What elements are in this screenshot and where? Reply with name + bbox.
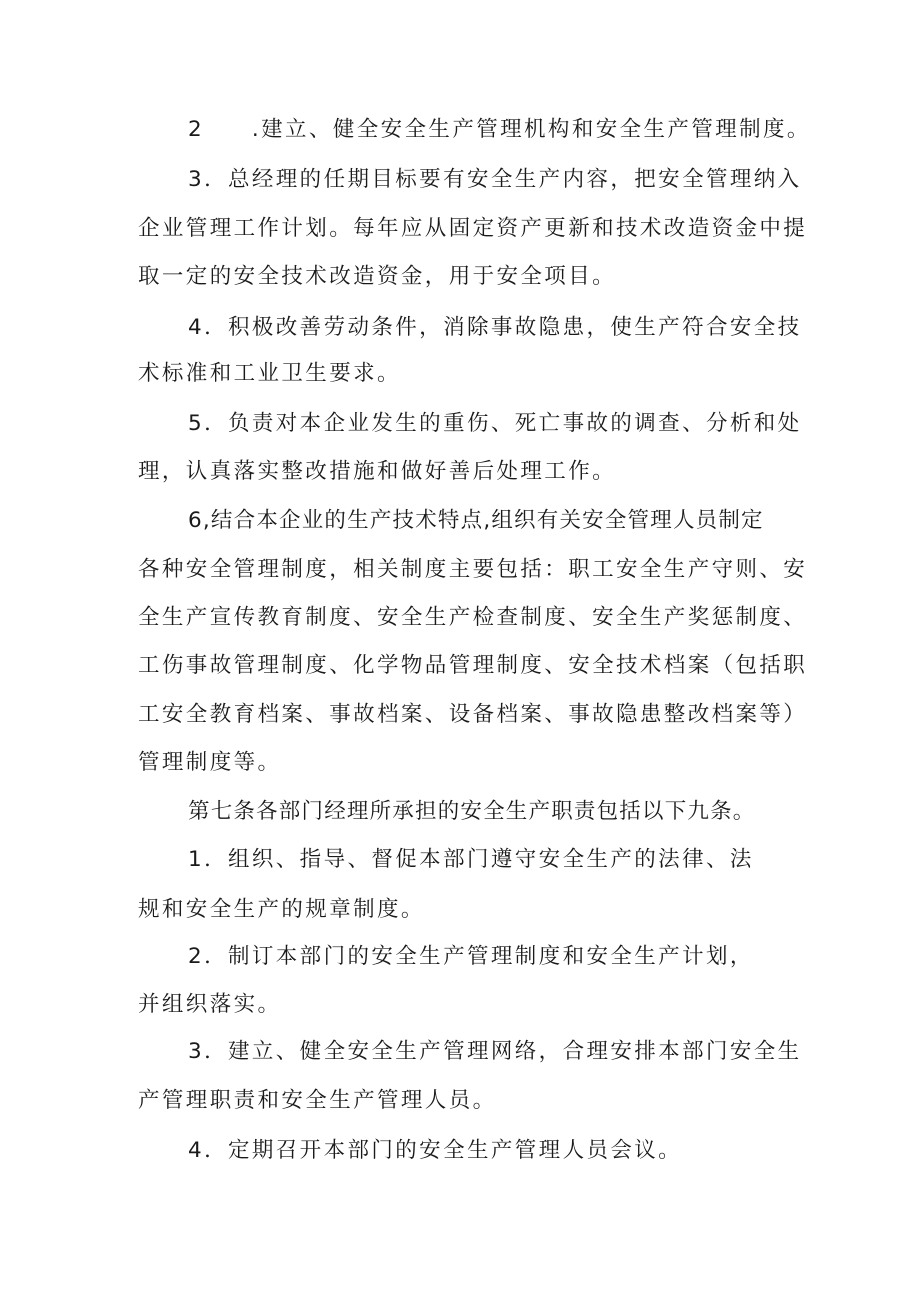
paragraph-line: 4．定期召开本部门的安全生产管理人员会议。 <box>188 1138 683 1163</box>
paragraph-line: 2．制订本部门的安全生产管理制度和安全生产计划， <box>188 944 754 969</box>
paragraph-line: 管理制度等。 <box>138 750 282 775</box>
paragraph-line: 取一定的安全技术改造资金，用于安全项目。 <box>138 264 617 289</box>
paragraph-line: 2 .建立、健全安全生产管理机构和安全生产管理制度。 <box>188 117 811 142</box>
paragraph-line: 5．负责对本企业发生的重伤、死亡事故的调查、分析和处 <box>188 411 802 436</box>
paragraph-line: 全生产宣传教育制度、安全生产检查制度、安全生产奖惩制度、 <box>138 605 808 630</box>
paragraph-line: 产管理职责和安全生产管理人员。 <box>138 1088 497 1113</box>
paragraph-line: 工伤事故管理制度、化学物品管理制度、安全技术档案（包括职 <box>138 653 808 678</box>
paragraph-line: 3．建立、健全安全生产管理网络，合理安排本部门安全生 <box>188 1039 802 1064</box>
paragraph-line: 4．积极改善劳动条件，消除事故隐患，使生产符合安全技 <box>188 315 802 340</box>
paragraph-line: 理，认真落实整改措施和做好善后处理工作。 <box>138 459 617 484</box>
paragraph-line: 1．组织、指导、督促本部门遵守安全生产的法律、法 <box>188 847 754 872</box>
paragraph-line: 3．总经理的任期目标要有安全生产内容，把安全管理纳入 <box>188 167 802 192</box>
paragraph-line: 术标准和工业卫生要求。 <box>138 361 401 386</box>
paragraph-line: 工安全教育档案、事故档案、设备档案、事故隐患整改档案等） <box>138 702 808 727</box>
paragraph-line: 6,结合本企业的生产技术特点,组织有关安全管理人员制定 <box>188 508 764 533</box>
paragraph-line: 规和安全生产的规章制度。 <box>138 897 425 922</box>
paragraph-line: 各种安全管理制度，相关制度主要包括：职工安全生产守则、安 <box>138 557 808 582</box>
paragraph-line: 并组织落实。 <box>138 992 282 1017</box>
section-heading: 第七条各部门经理所承担的安全生产职责包括以下九条。 <box>188 799 756 824</box>
paragraph-line: 企业管理工作计划。每年应从固定资产更新和技术改造资金中提 <box>138 216 808 241</box>
